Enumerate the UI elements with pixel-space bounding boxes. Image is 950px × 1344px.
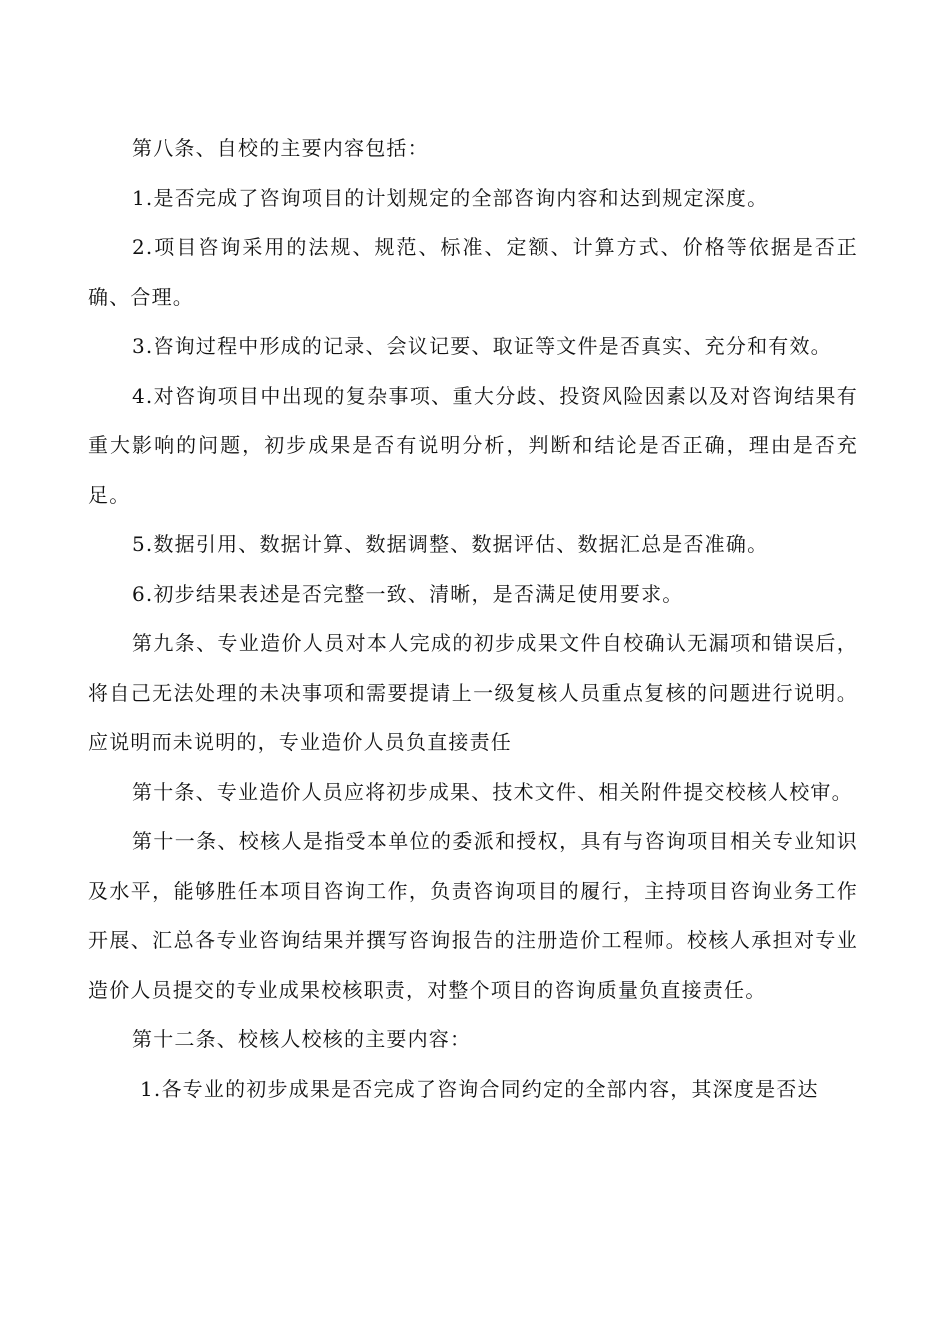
article-8-item-1: 1.是否完成了咨询项目的计划规定的全部咨询内容和达到规定深度。 — [132, 185, 769, 210]
article-12-heading: 第十二条、校核人校核的主要内容： — [132, 1027, 472, 1051]
article-8-item-3: 3.咨询过程中形成的记录、会议记要、取证等文件是否真实、充分和有效。 — [132, 334, 832, 358]
article-12-item-1: 1.各专业的初步成果是否完成了咨询合同约定的全部内容，其深度是否达 — [140, 1076, 819, 1101]
article-8-item-6: 6.初步结果表述是否完整一致、清晰，是否满足使用要求。 — [132, 581, 684, 606]
article-9-paragraph: 第九条、专业造价人员对本人完成的初步成果文件自校确认无漏项和错误后，将自己无法处理的未决事项和需要提请上一级复核人员重点复核的问题进行说明。应说明而未说明的，专业造价人员负直接责任 — [88, 631, 858, 754]
article-8-item-2: 2.项目咨询采用的法规、规范、标准、定额、计算方式、价格等依据是否正确、合理。 — [88, 235, 858, 309]
article-10-paragraph: 第十条、专业造价人员应将初步成果、技术文件、相关附件提交校核人校审。 — [132, 779, 853, 804]
article-11-paragraph: 第十一条、校核人是指受本单位的委派和授权，具有与咨询项目相关专业知识及水平，能够胜任本项目咨询工作，负责咨询项目的履行，主持项目咨询业务工作开展、汇总各专业咨询结果并撰写咨询报告的注册造价工程师。校核人承担对专业造价人员提交的专业成果校核职责，对整个项目的咨询质量负直接责任。 — [88, 829, 858, 1002]
article-8-heading: 第八条、自校的主要内容包括： — [132, 136, 429, 160]
document-body — [88, 124, 858, 1114]
article-8-item-5: 5.数据引用、数据计算、数据调整、数据评估、数据汇总是否准确。 — [132, 532, 769, 556]
article-8-item-4: 4.对咨询项目中出现的复杂事项、重大分歧、投资风险因素以及对咨询结果有重大影响的问题，初步成果是否有说明分析，判断和结论是否正确，理由是否充足。 — [88, 383, 858, 507]
